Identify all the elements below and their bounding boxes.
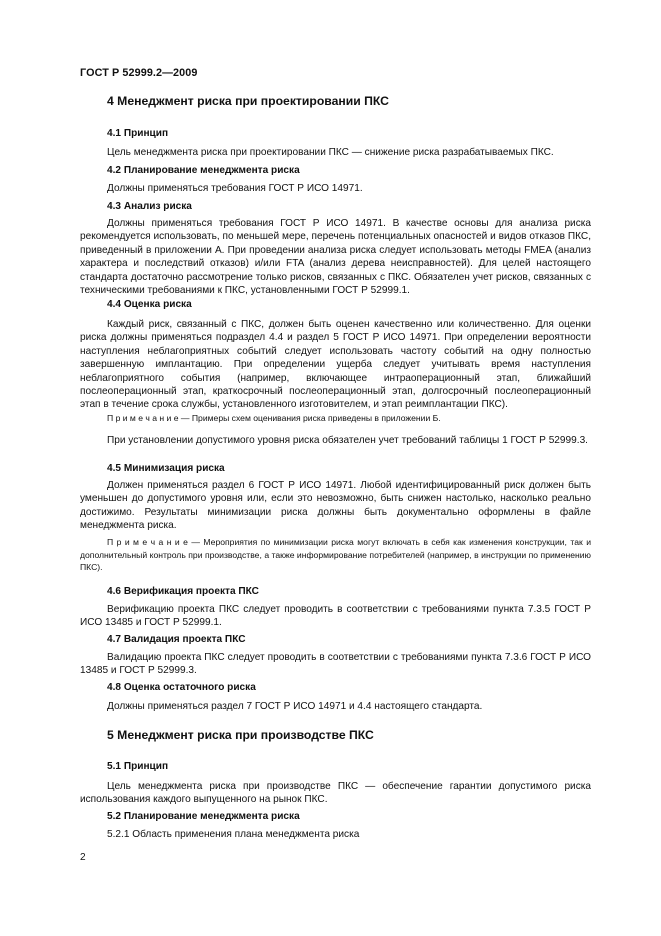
clause-4-5-text: Должен применяться раздел 6 ГОСТ Р ИСО 14971. Любой идентифицированный риск должен быть уменьшен до допустимого уровня или, если это невозможно, быть снижен настолько, насколько реально достижимо. Результаты минимизации риска должны быть документально оформлены в файле менеджмента риска. [80,480,591,532]
clause-4-1-heading: 4.1 Принцип [107,128,169,139]
clause-4-8-heading: 4.8 Оценка остаточного риска [107,682,256,693]
clause-4-3-heading: 4.3 Анализ риска [107,201,192,212]
clause-5-2-heading: 5.2 Планирование менеджмента риска [107,811,300,822]
clause-5-1-heading: 5.1 Принцип [107,761,169,772]
clause-4-4-text: Каждый риск, связанный с ПКС, должен быть оценен качественно или количественно. Для оценки риска должны применяться подраздел 4.4 и раздел 5 ГОСТ Р ИСО 14971. При определении вероятности наступления неблагоприятных событий следует использовать частоту событий на одну полностью завершенную имплантацию. При определении ущерба следует учитывать время наступления неблагоприятного события (например, включающее интраоперационный этап, ближайший послеоперационный этап, краткосрочный послеоперационный этап, долгосрочный послеоперационный этап в течение срока службы, установленного изготовителем, и этап реимплантации ПКС). [80,319,591,411]
clause-4-7-text: Валидацию проекта ПКС следует проводить в соответствии с требованиями пункта 7.3.6 ГОСТ Р ИСО 13485 и ГОСТ Р 52999.3. [80,652,591,677]
clause-4-4-note: П р и м е ч а н и е — Примеры схем оценивания риска приведены в приложении Б. [107,413,441,423]
clause-4-6-heading: 4.6 Верификация проекта ПКС [107,586,259,597]
section-4-title: 4 Менеджмент риска при проектировании ПКС [107,94,389,108]
clause-4-2-text: Должны применяться требования ГОСТ Р ИСО 14971. [107,183,363,194]
clause-4-8-text: Должны применяться раздел 7 ГОСТ Р ИСО 14971 и 4.4 настоящего стандарта. [107,701,483,712]
clause-4-1-text: Цель менеджмента риска при проектировании ПКС — снижение риска разрабатываемых ПКС. [107,147,554,158]
clause-4-2-heading: 4.2 Планирование менеджмента риска [107,165,300,176]
page-number: 2 [80,852,86,863]
clause-4-5-heading: 4.5 Минимизация риска [107,463,225,474]
section-5-title: 5 Менеджмент риска при производстве ПКС [107,728,374,742]
clause-4-4-text-2: При установлении допустимого уровня риска обязателен учет требований таблицы 1 ГОСТ Р 52999.3. [107,435,588,446]
clause-4-4-heading: 4.4 Оценка риска [107,299,192,310]
clause-4-6-text: Верификацию проекта ПКС следует проводить в соответствии с требованиями пункта 7.3.5 ГОСТ Р ИСО 13485 и ГОСТ Р 52999.1. [80,604,591,629]
clause-4-5-note: П р и м е ч а н и е — Мероприятия по минимизации риска могут включать в себя как изменения конструкции, так и дополнительный контроль при производстве, а также информирование потребителей (например, в инструкции по применению ПКС). [80,537,591,573]
clause-4-3-text: Должны применяться требования ГОСТ Р ИСО 14971. В качестве основы для анализа риска рекомендуется использовать, по меньшей мере, перечень потенциальных опасностей и видов отказов ПКС, приведенный в приложении А. При проведении анализа риска следует использовать методы FMEA (анализ характера и последствий отказов) и/или FTA (анализ дерева неисправностей). Для целей настоящего стандарта достаточно рассмотрение только рисков, связанных с ПКС. Обязателен учет рисков, связанных с техническими требованиями к ПКС, установленными ГОСТ Р 52999.1. [80,218,591,297]
standard-code-header: ГОСТ Р 52999.2—2009 [80,67,198,79]
clause-5-2-1-text: 5.2.1 Область применения плана менеджмента риска [107,829,360,840]
clause-5-1-text: Цель менеджмента риска при производстве ПКС — обеспечение гарантии допустимого риска использования каждого выпущенного на рынок ПКС. [80,781,591,806]
clause-4-7-heading: 4.7 Валидация проекта ПКС [107,634,246,645]
